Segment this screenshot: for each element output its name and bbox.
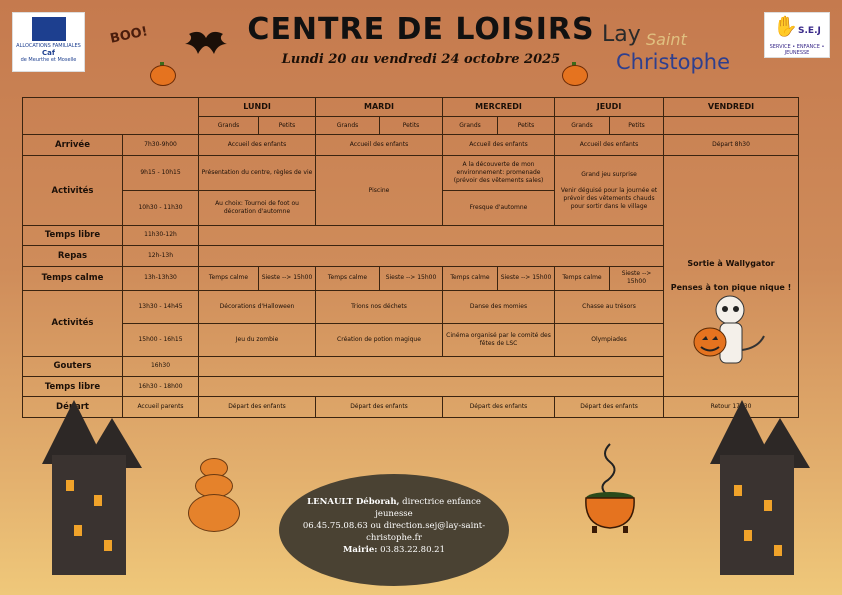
lay-saint-christophe-logo: Lay Saint Christophe xyxy=(602,22,731,74)
schedule-table xyxy=(22,97,799,418)
day-header: VENDREDI xyxy=(664,98,799,117)
activity-cell: Sieste --> 15h00 xyxy=(259,266,316,291)
activity-cell: Accueil des enfants xyxy=(316,134,443,155)
activity-cell: Temps calme xyxy=(316,266,380,291)
activity-cell: Décorations d'Halloween xyxy=(199,291,316,324)
mummy-pumpkin-icon xyxy=(686,290,776,380)
corner-cell xyxy=(23,98,199,135)
time-cell: 10h30 - 11h30 xyxy=(123,191,199,226)
row-label: Activités xyxy=(23,156,123,226)
day-header: JEUDI xyxy=(555,98,664,117)
group-header: Petits xyxy=(259,117,316,134)
day-header: MARDI xyxy=(316,98,443,117)
page-subtitle: Lundi 20 au vendredi 24 octobre 2025 xyxy=(281,52,561,67)
activity-cell: Trions nos déchets xyxy=(316,291,443,324)
row-label: Repas xyxy=(23,246,123,266)
activity-cell: Au choix: Tournoi de foot ou décoration d'automne xyxy=(199,191,316,226)
group-header xyxy=(664,117,799,134)
contact-mairie: Mairie: 03.83.22.80.21 xyxy=(343,545,445,555)
day-header: MERCREDI xyxy=(443,98,555,117)
activity-cell: A la découverte de mon environnement: promenade (prévoir des vêtements sales) xyxy=(443,156,555,191)
row-label: Arrivée xyxy=(23,134,123,155)
row-label: Départ xyxy=(23,397,123,418)
activity-cell: Piscine xyxy=(316,156,443,226)
activity-cell xyxy=(199,356,664,376)
activity-cell: Accueil des enfants xyxy=(443,134,555,155)
activity-cell xyxy=(199,377,664,397)
time-cell: Accueil parents xyxy=(123,397,199,418)
boo-text: BOO! xyxy=(108,24,150,47)
activity-cell: Danse des momies xyxy=(443,291,555,324)
row-label: Temps calme xyxy=(23,266,123,291)
time-cell: 13h30 - 14h45 xyxy=(123,291,199,324)
time-cell: 15h00 - 16h15 xyxy=(123,323,199,356)
activity-cell: Temps calme xyxy=(443,266,498,291)
group-header: Grands xyxy=(316,117,380,134)
activity-cell: Création de potion magique xyxy=(316,323,443,356)
time-cell: 16h30 - 18h00 xyxy=(123,377,199,397)
haunted-castle-icon xyxy=(34,400,144,575)
time-cell: 12h-13h xyxy=(123,246,199,266)
row-label: Activités xyxy=(23,291,123,356)
time-cell: 13h-13h30 xyxy=(123,266,199,291)
pumpkin-stack-icon xyxy=(186,458,242,532)
friday-outing-cell: Sortie à Wallygator Penses à ton pique nique ! xyxy=(664,156,799,397)
contact-bubble xyxy=(279,474,509,586)
activity-cell: Temps calme xyxy=(555,266,610,291)
row-label: Gouters xyxy=(23,356,123,376)
group-header: Grands xyxy=(443,117,498,134)
activity-cell: Chasse au trésors xyxy=(555,291,664,324)
activity-cell: Départ 8h30 xyxy=(664,134,799,155)
group-header: Grands xyxy=(199,117,259,134)
activity-cell: Olympiades xyxy=(555,323,664,356)
activity-cell: Sieste --> 15h00 xyxy=(610,266,664,291)
caf-logo: ALLOCATIONS FAMILIALES Caf de Meurthe et Moselle xyxy=(12,12,85,72)
activity-cell: Grand jeu surprise Venir déguisé pour la journée et prévoir des vêtements chauds pour sortir dans le village xyxy=(555,156,664,226)
activity-cell: Départ des enfants xyxy=(199,397,316,418)
activity-cell: Cinéma organisé par le comité des fêtes de LSC xyxy=(443,323,555,356)
activity-cell: Sieste --> 15h00 xyxy=(380,266,443,291)
time-cell: 7h30-9h00 xyxy=(123,134,199,155)
day-header: LUNDI xyxy=(199,98,316,117)
cauldron-icon xyxy=(580,440,640,535)
activity-cell: Accueil des enfants xyxy=(199,134,316,155)
hand-icon: ✋S.E.J xyxy=(773,14,821,38)
activity-cell: Présentation du centre, règles de vie xyxy=(199,156,316,191)
time-cell: 11h30-12h xyxy=(123,225,199,245)
activity-cell: Départ des enfants xyxy=(443,397,555,418)
sej-logo: ✋S.E.J SERVICE • ENFANCE • JEUNESSE xyxy=(764,12,830,58)
row-label: Temps libre xyxy=(23,225,123,245)
contact-director: LENAULT Déborah, directrice enfance jeunesse xyxy=(307,497,481,519)
activity-cell: Départ des enfants xyxy=(316,397,443,418)
contact-phone-email[interactable]: 06.45.75.08.63 ou direction.sej@lay-saint-christophe.fr xyxy=(302,521,486,543)
group-header: Grands xyxy=(555,117,610,134)
activity-cell: Retour 17h30 xyxy=(664,397,799,418)
group-header: Petits xyxy=(380,117,443,134)
activity-cell xyxy=(199,225,664,245)
activity-cell: Fresque d'automne xyxy=(443,191,555,226)
time-cell: 16h30 xyxy=(123,356,199,376)
page-title: CENTRE DE LOISIRS xyxy=(247,12,595,47)
group-header: Petits xyxy=(498,117,555,134)
group-header: Petits xyxy=(610,117,664,134)
activity-cell xyxy=(199,246,664,266)
haunted-castle-icon xyxy=(702,400,812,575)
activity-cell: Jeu du zombie xyxy=(199,323,316,356)
activity-cell: Temps calme xyxy=(199,266,259,291)
activity-cell: Sieste --> 15h00 xyxy=(498,266,555,291)
activity-cell: Départ des enfants xyxy=(555,397,664,418)
time-cell: 9h15 - 10h15 xyxy=(123,156,199,191)
row-label: Temps libre xyxy=(23,377,123,397)
activity-cell: Accueil des enfants xyxy=(555,134,664,155)
